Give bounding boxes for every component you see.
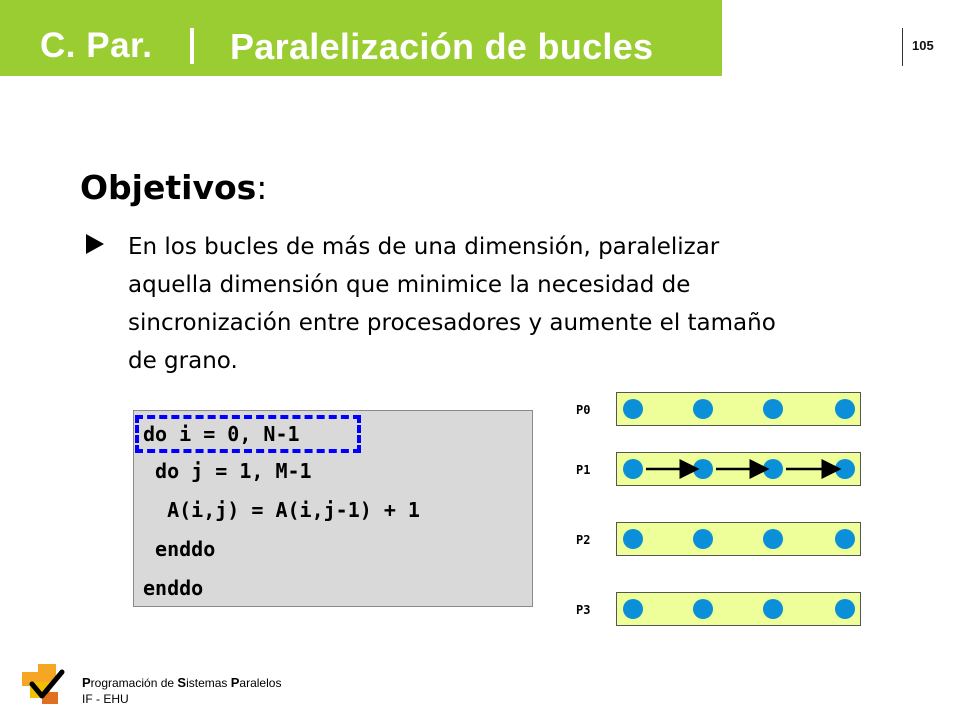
iteration-dot [835, 599, 855, 619]
slide-title: Paralelización de bucles [230, 26, 654, 67]
iteration-dot [623, 599, 643, 619]
bullet-line: En los bucles de más de una dimensión, paralelizar [128, 234, 720, 260]
processor-bar-p3 [616, 592, 861, 626]
iteration-dot [835, 399, 855, 419]
university-logo [22, 662, 68, 706]
iteration-dot [623, 399, 643, 419]
heading-text: Objetivos [80, 168, 257, 207]
footer-text [82, 675, 281, 707]
code-line: A(i,j) = A(i,j-1) + 1 [143, 498, 420, 522]
iteration-dot [693, 529, 713, 549]
code-line: enddo [143, 576, 204, 600]
course-label: C. Par. [40, 26, 153, 65]
iteration-dot [763, 599, 783, 619]
bullet-line: sincronización entre procesadores y aumente el tamaño [128, 310, 776, 336]
heading-colon: : [256, 168, 268, 207]
code-line: enddo [143, 537, 216, 561]
section-heading [80, 168, 267, 207]
outer-loop-highlight [135, 415, 361, 453]
footer-line-1: Programación de Sistemas Paralelos [82, 675, 282, 690]
code-line: do j = 1, M-1 [143, 459, 312, 483]
processor-bar-p0 [616, 392, 861, 426]
processor-bar-p1 [616, 452, 861, 486]
footer-line-2: IF - EHU [82, 692, 129, 706]
dependency-arrows [616, 452, 861, 486]
processor-label-p1: P1 [576, 463, 591, 477]
processor-label-p3: P3 [576, 603, 591, 617]
triangle-right-icon [86, 234, 104, 254]
iteration-dot [763, 399, 783, 419]
iteration-dot [835, 529, 855, 549]
bullet-line: aquella dimensión que minimice la necesidad de [128, 272, 691, 298]
bullet-text [128, 228, 858, 380]
iteration-dot [693, 599, 713, 619]
processor-label-p0: P0 [576, 403, 591, 417]
iteration-dot [693, 399, 713, 419]
header-separator [190, 28, 194, 64]
slide-number-divider [902, 28, 903, 66]
code-line: do i = 0, N-1 [143, 422, 300, 446]
slide-number: 105 [912, 38, 934, 53]
processor-label-p2: P2 [576, 533, 591, 547]
iteration-dot [623, 529, 643, 549]
iteration-dot [763, 529, 783, 549]
processor-bar-p2 [616, 522, 861, 556]
bullet-line: de grano. [128, 348, 238, 374]
